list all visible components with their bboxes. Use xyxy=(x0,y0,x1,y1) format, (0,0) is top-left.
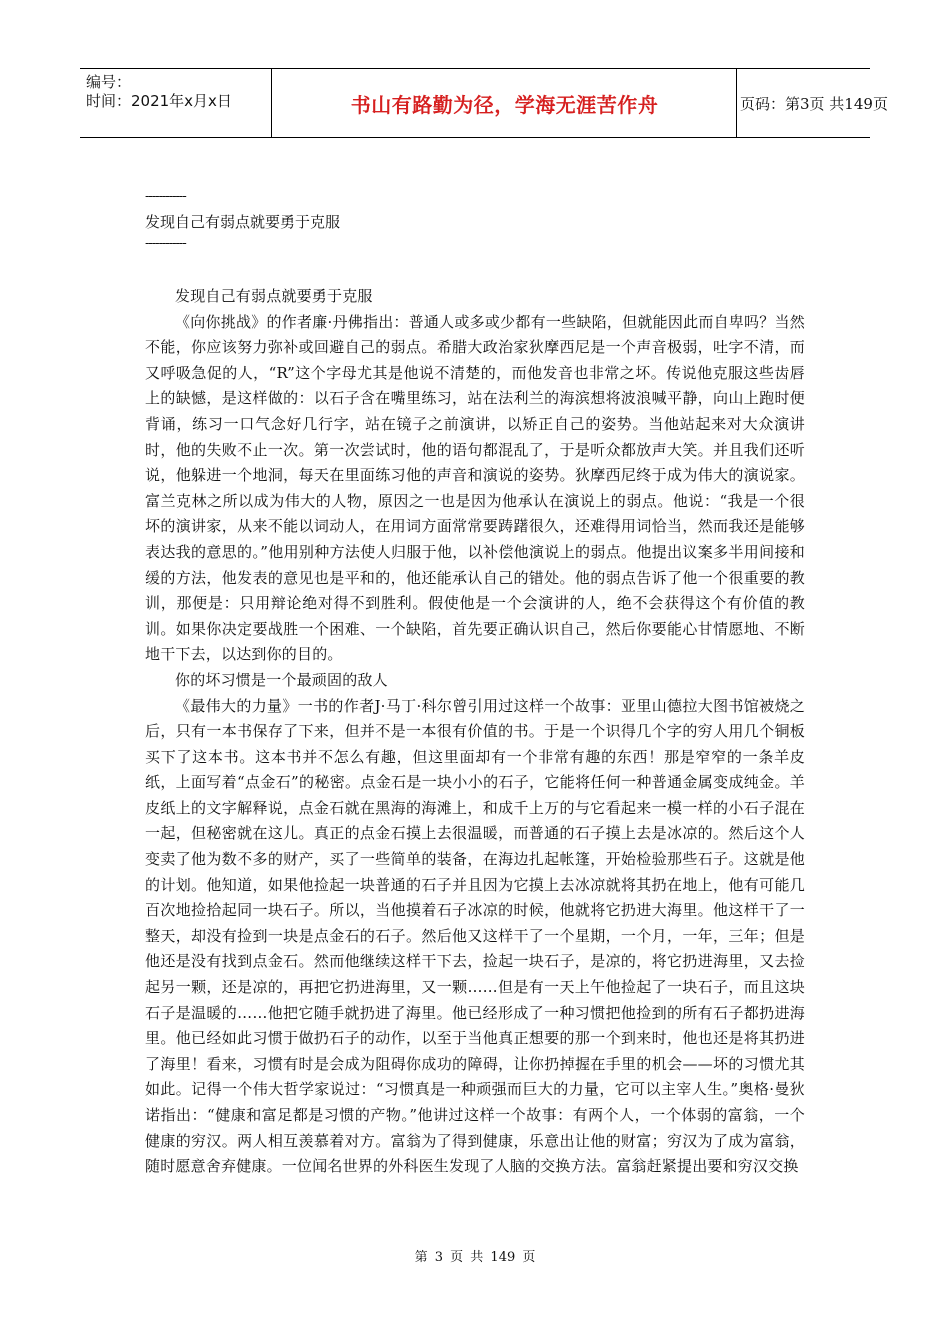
page-footer: 第 3 页 共 149 页 xyxy=(414,1250,536,1265)
document-date: 时间：2021年x月x日 xyxy=(86,92,232,110)
document-body xyxy=(145,284,805,1180)
separator-bottom: ------------ xyxy=(145,236,186,251)
subheading-habit: 你的坏习惯是一个最顽固的敌人 xyxy=(175,670,388,689)
separator-top: ------------ xyxy=(145,189,186,204)
section-title: 发现自己有弱点就要勇于克服 xyxy=(145,213,341,231)
paragraph-weakness: 《向你挑战》的作者廉·丹佛指出：普通人或多或少都有一些缺陷，但就能因此而自卑吗？当然不能，你应该努力弥补或回避自己的弱点。希腊大政治家狄摩西尼是一个声音极弱，吐字不清，而又呼吸急促的人，“R”这个字母尤其是他说不清楚的，而他发音也非常之坏。传说他克服这些齿唇上的缺憾，是这样做的：以石子含在嘴里练习，站在法利兰的海滨想将波浪喊平静，向山上跑时便背诵，练习一口气念好几行字，站在镜子之前演讲，以矫正自己的姿势。当他站起来对大众演讲时，他的失败不止一次。第一次尝试时，他的语句都混乱了，于是听众都放声大笑。并且我们还听说，他躲进一个地洞，每天在里面练习他的声音和演说的姿势。狄摩西尼终于成为伟大的演说家。富兰克林之所以成为伟大的人物，原因之一也是因为他承认在演说上的弱点。他说：“我是一个很坏的演讲家，从来不能以词动人，在用词方面常常要踌躇很久，还难得用词恰当，然而我还是能够表达我的意思的。”他用别种方法使人归服于他，以补偿他演说上的弱点。他提出议案多半用间接和缓的方法，他发表的意见也是平和的，他还能承认自己的错处。他的弱点告诉了他一个很重要的教训，那便是：只用辩论绝对得不到胜利。假使他是一个会演讲的人，绝不会获得这个有价值的教训。如果你决定要战胜一个困难、一个缺陷，首先要正确认识自己，然后你要能心甘情愿地、不断地干下去，以达到你的目的。 xyxy=(145,312,805,664)
document-number-label: 编号： xyxy=(86,73,132,91)
subheading-weakness: 发现自己有弱点就要勇于克服 xyxy=(175,287,373,305)
paragraph-habit: 《最伟大的力量》一书的作者J·马丁·科尔曾引用过这样一个故事：亚里山德拉大图书馆被烧之后，只有一本书保存了下来，但并不是一本很有价值的书。于是一个识得几个字的穷人用几个铜板买下了这本书。这本书并不怎么有趣，但这里面却有一个非常有趣的东西！那是窄窄的一条羊皮纸，上面写着“点金石”的秘密。点金石是一块小小的石子，它能将任何一种普通金属变成纯金。羊皮纸上的文字解释说，点金石就在黑海的海滩上，和成千上万的与它看起来一模一样的小石子混在一起，但秘密就在这儿。真正的点金石摸上去很温暖，而普通的石子摸上去是冰凉的。然后这个人变卖了他为数不多的财产，买了一些简单的装备，在海边扎起帐篷，开始检验那些石子。这就是他的计划。他知道，如果他捡起一块普通的石子并且因为它摸上去冰凉就将其扔在地上，他有可能几百次地捡拾起同一块石子。所以，当他摸着石子冰凉的时候，他就将它扔进大海里。他这样干了一整天，却没有捡到一块是点金石的石子。然后他又这样干了一个星期，一个月，一年，三年；但是他还是没有找到点金石。然而他继续这样干下去，捡起一块石子，是凉的，将它扔进海里，又去捡起另一颗，还是凉的，再把它扔进海里，又一颗……但是有一天上午他捡起了一块石子，而且这块石子是温暖的……他把它随手就扔进了海里。他已经形成了一种习惯把他捡到的所有石子都扔进海里。他已经如此习惯于做扔石子的动作，以至于当他真正想要的那一个到来时，他也还是将其扔进了海里！看来，习惯有时是会成为阻碍你成功的障碍，让你扔掉握在手里的机会——坏的习惯尤其如此。记得一个伟大哲学家说过：“习惯真是一种顽强而巨大的力量，它可以主宰人生。”奥格·曼狄诺指出：“健康和富足都是习惯的产物。”他讲过这样一个故事：有两个人，一个体弱的富翁，一个健康的穷汉。两人相互羡慕着对方。富翁为了得到健康，乐意出让他的财富；穷汉为了成为富翁，随时愿意舍弃健康。一位闻名世界的外科医生发现了人脑的交换方法。富翁赶紧提出要和穷汉交换 xyxy=(145,696,805,1176)
header-meta xyxy=(80,69,272,137)
header-page-info: 页码：第3页 共149页 xyxy=(740,94,888,113)
header-motto: 书山有路勤为径，学海无涯苦作舟 xyxy=(273,69,737,137)
page-header xyxy=(80,68,888,138)
